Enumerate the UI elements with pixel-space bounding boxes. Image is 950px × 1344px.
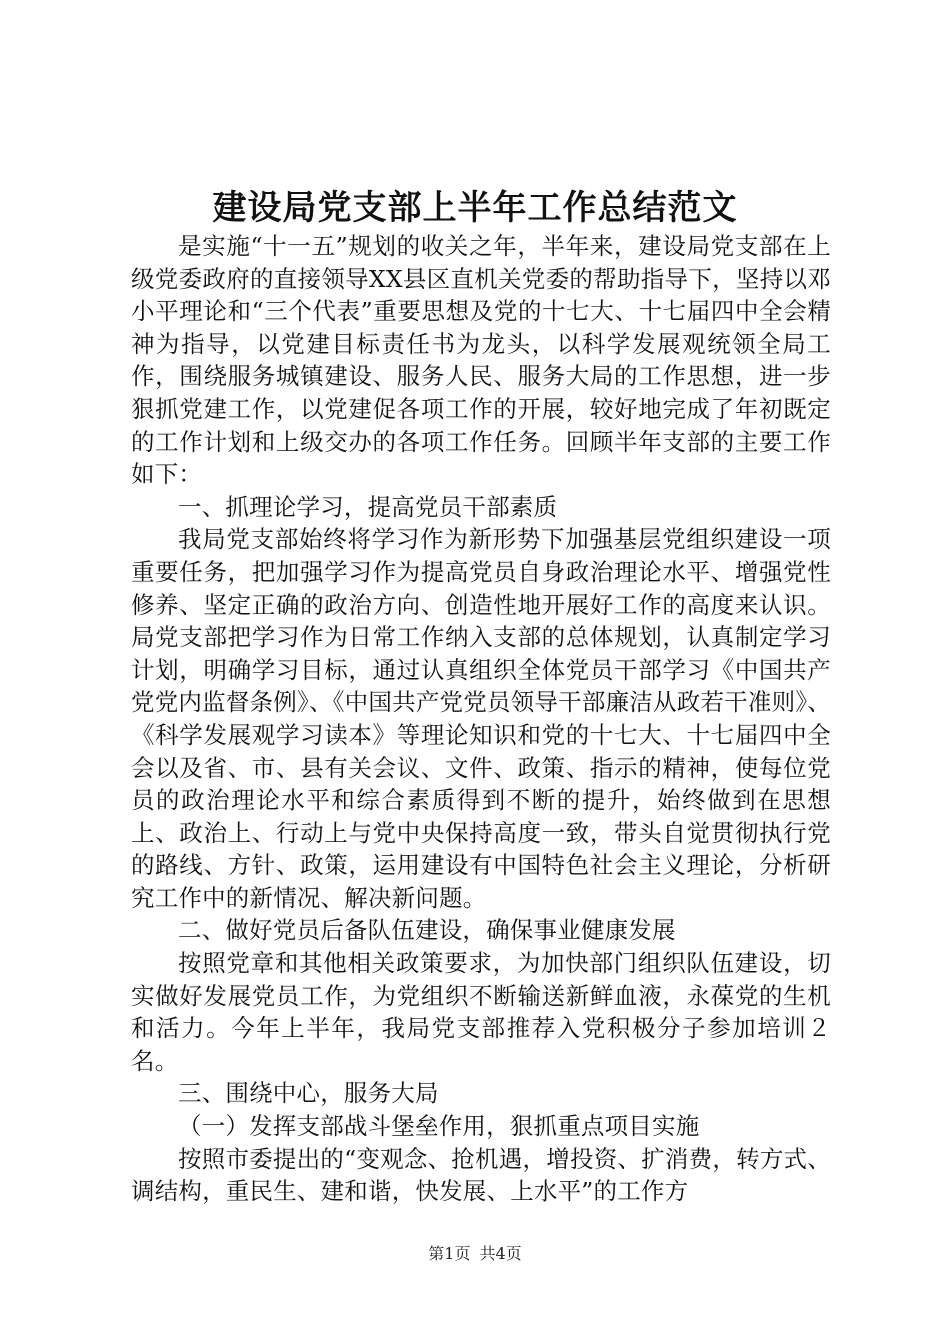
page-total: 共4页 <box>479 1244 522 1263</box>
page-number: 第1页 <box>428 1244 471 1263</box>
document-body <box>131 230 831 1208</box>
paragraph-member-development: 按照党章和其他相关政策要求，为加快部门组织队伍建设，切实做好发展党员工作，为党组织不断输送新鲜血液，永葆党的生机和活力。今年上半年，我局党支部推荐入党积极分子参加培训２名。 <box>131 949 831 1075</box>
paragraph-key-projects: 按照市委提出的“变观念、抢机遇，增投资、扩消费，转方式、调结构，重民生、建和谐，快发展、上水平”的工作方 <box>131 1144 831 1206</box>
section-heading-2: 二、做好党员后备队伍建设，确保事业健康发展 <box>178 916 676 945</box>
paragraph-theory-study: 我局党支部始终将学习作为新形势下加强基层党组织建设一项重要任务，把加强学习作为提高党员自身政治理论水平、增强党性修养、坚定正确的政治方向、创造性地开展好工作的高度来认识。局党支部把学习作为日常工作纳入支部的总体规划，认真制定学习计划，明确学习目标，通过认真组织全体党员干部学习《中国共产党党内监督条例》、《中国共产党党员领导干部廉洁从政若干准则》、《科学发展观学习读本》等理论知识和党的十七大、十七届四中全会以及省、市、县有关会议、文件、政策、指示的精神，使每位党员的政治理论水平和综合素质得到不断的提升，始终做到在思想上、政治上、行动上与党中央保持高度一致，带头自觉贯彻执行党的路线、方针、政策，运用建设有中国特色社会主义理论，分析研究工作中的新情况、解决新问题。 <box>131 525 831 912</box>
document-title: 建设局党支部上半年工作总结范文 <box>212 188 738 228</box>
section-heading-3: 三、围绕中心，服务大局 <box>178 1079 439 1108</box>
page-footer <box>0 1243 950 1265</box>
subsection-heading-3-1: （一）发挥支部战斗堡垒作用，狠抓重点项目实施 <box>178 1112 700 1141</box>
section-heading-1: 一、抓理论学习，提高党员干部素质 <box>178 492 558 521</box>
paragraph-intro: 是实施“十一五”规划的收关之年，半年来，建设局党支部在上级党委政府的直接领导XX县区直机关党委的帮助指导下，坚持以邓小平理论和“三个代表”重要思想及党的十七大、十七届四中全会精神为指导，以党建目标责任书为龙头，以科学发展观统领全局工作，围绕服务城镇建设、服务人民、服务大局的工作思想，进一步狠抓党建工作，以党建促各项工作的开展，较好地完成了年初既定的工作计划和上级交办的各项工作任务。回顾半年支部的主要工作如下： <box>131 232 831 489</box>
